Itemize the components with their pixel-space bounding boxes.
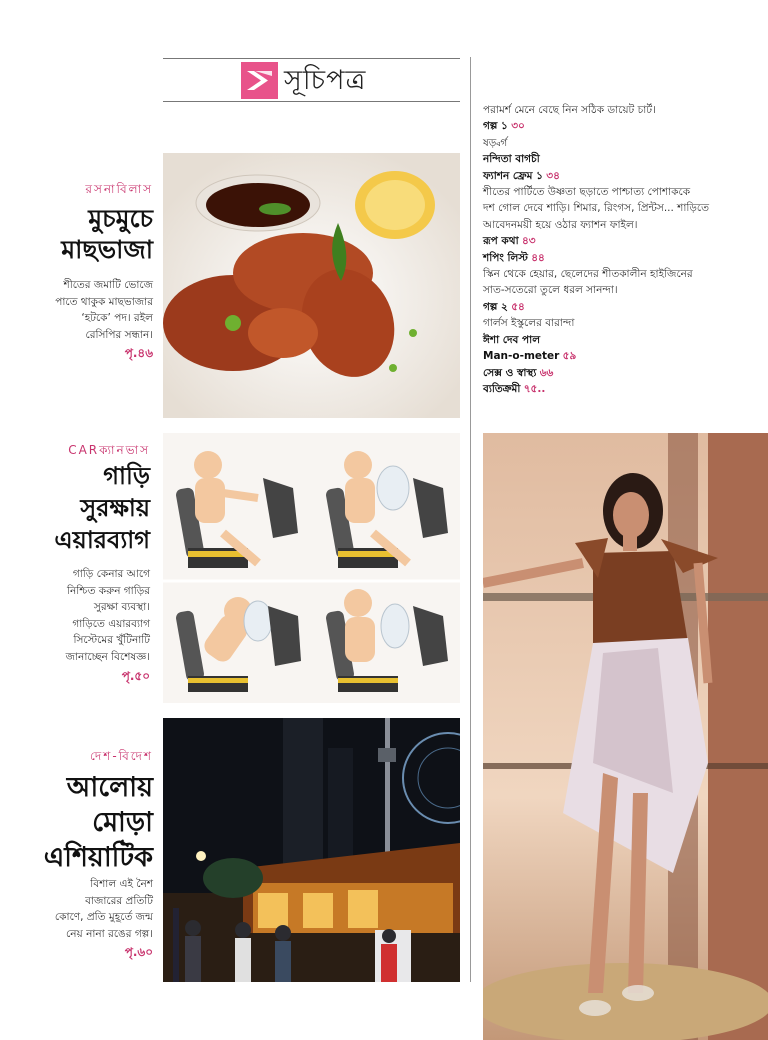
toc-description xyxy=(483,217,768,233)
toc-page-number: ৫৪ xyxy=(511,300,525,313)
toc-text: দশ গোল দেবে শাড়ি। শিমার, রিংগস, প্রিন্টস... শাড়িতে xyxy=(483,202,710,215)
column-divider xyxy=(470,57,471,982)
toc-text: ষড়্বর্গ xyxy=(483,136,508,149)
toc-entry[interactable] xyxy=(483,348,768,364)
toc-entry[interactable] xyxy=(483,250,768,266)
feature-headline: আলোয় মোড়া এশিয়াটিক xyxy=(43,772,153,873)
header-rule-top xyxy=(163,58,460,59)
toc-description xyxy=(483,200,768,216)
chevron-logo-icon xyxy=(241,62,278,99)
feature-travel[interactable] xyxy=(0,748,153,968)
section-label: দেশ-বিদেশ xyxy=(90,749,153,763)
feature-description: শীতের জমাটি ভোজে পাতে থাকুক মাছভাজার ‘হটকে’ পদ। রইল রেসিপির সন্ধান। xyxy=(55,279,153,341)
toc-description xyxy=(483,266,768,282)
table-of-contents xyxy=(483,102,768,397)
toc-text: সেক্স ও স্বাস্থ্য xyxy=(483,366,537,379)
section-label: রসনাবিলাস xyxy=(85,182,153,196)
section-label: CARক্যানভাস xyxy=(68,443,150,457)
toc-entry xyxy=(483,332,768,348)
toc-entry[interactable] xyxy=(483,365,768,381)
airbag-illustration xyxy=(163,433,460,703)
toc-page-number: ৬৬ xyxy=(539,366,554,379)
fish-fry-photo xyxy=(163,153,460,418)
toc-text: শীতের পার্টিতে উষ্ণতা ছড়াতে পাশ্চাত্য পোশাককে xyxy=(483,186,691,199)
toc-description xyxy=(483,282,768,298)
feature-car[interactable] xyxy=(0,442,150,692)
feature-food[interactable] xyxy=(0,181,153,441)
toc-text: গার্লস ইস্কুলের বারান্দা xyxy=(483,317,575,330)
toc-entry[interactable] xyxy=(483,299,768,315)
page-number: পৃ.৬০ xyxy=(124,945,153,959)
feature-headline: গাড়ি সুরক্ষায় এয়ারব্যাগ xyxy=(54,462,150,554)
toc-description xyxy=(483,315,768,331)
toc-page-number: ৩৪ xyxy=(546,169,560,182)
toc-text: আবেদনময়ী হয়ে ওঠার ফ্যাশন ফাইল। xyxy=(483,218,638,231)
header-rule-bottom xyxy=(163,101,460,102)
toc-text: Man-o-meter xyxy=(483,350,560,363)
toc-entry[interactable] xyxy=(483,381,768,397)
feature-description: বিশাল এই নৈশ বাজারের প্রতিটি কোণে, প্রতি মুহূর্তে জন্ম নেয় নানা রঙের গল্প। xyxy=(54,878,153,940)
toc-page-number: ৪৩ xyxy=(521,235,536,248)
toc-text: পরামর্শ মেনে বেছে নিন সঠিক ডায়েট চার্ট। xyxy=(483,104,656,116)
toc-description xyxy=(483,135,768,151)
toc-entry[interactable] xyxy=(483,168,768,184)
toc-text: গল্প ২ xyxy=(483,300,508,313)
fashion-photo xyxy=(483,433,768,1040)
toc-text: গল্প ১ xyxy=(483,120,508,133)
night-market-photo xyxy=(163,718,460,982)
feature-description: গাড়ি কেনার আগে নিশ্চিত করুন গাড়ির সুরক্ষা ব্যবস্থা। গাড়িতে এয়ারব্যাগ সিস্টেমের খুঁটিনাটি জানাচ্ছেন বিশেষজ্ঞ। xyxy=(65,568,150,663)
toc-description xyxy=(483,102,768,118)
page-number: পৃ.৫০ xyxy=(121,669,150,683)
toc-page-number: ৪৪ xyxy=(531,251,545,264)
toc-entry[interactable] xyxy=(483,118,768,134)
toc-text: রূপ কথা xyxy=(483,235,519,248)
toc-text: নন্দিতা বাগচী xyxy=(483,153,540,166)
toc-text: ব্যতিক্রমী xyxy=(483,382,521,395)
toc-page-number: ৭৫.. xyxy=(523,382,546,395)
toc-text: স্কিন থেকে হেয়ার, ছেলেদের শীতকালীন হাইজিনের xyxy=(483,268,693,281)
toc-text: ঈশা দেব পাল xyxy=(483,333,541,346)
toc-entry xyxy=(483,151,768,167)
toc-text: সাত-সতেরো তুলে ধরল সানন্দা। xyxy=(483,284,618,297)
toc-text: ফ্যাশন ফ্রেম ১ xyxy=(483,169,543,182)
page-number: পৃ.৪৬ xyxy=(124,346,153,360)
toc-description xyxy=(483,184,768,200)
toc-text: শপিং লিস্ট xyxy=(483,251,528,264)
toc-page-number: ৫৯ xyxy=(562,350,577,363)
toc-page-number: ৩০ xyxy=(511,120,525,133)
toc-entry[interactable] xyxy=(483,233,768,249)
feature-headline: মুচমুচে মাছভাজা xyxy=(61,204,153,264)
page-title: সূচিপত্র xyxy=(284,65,367,96)
